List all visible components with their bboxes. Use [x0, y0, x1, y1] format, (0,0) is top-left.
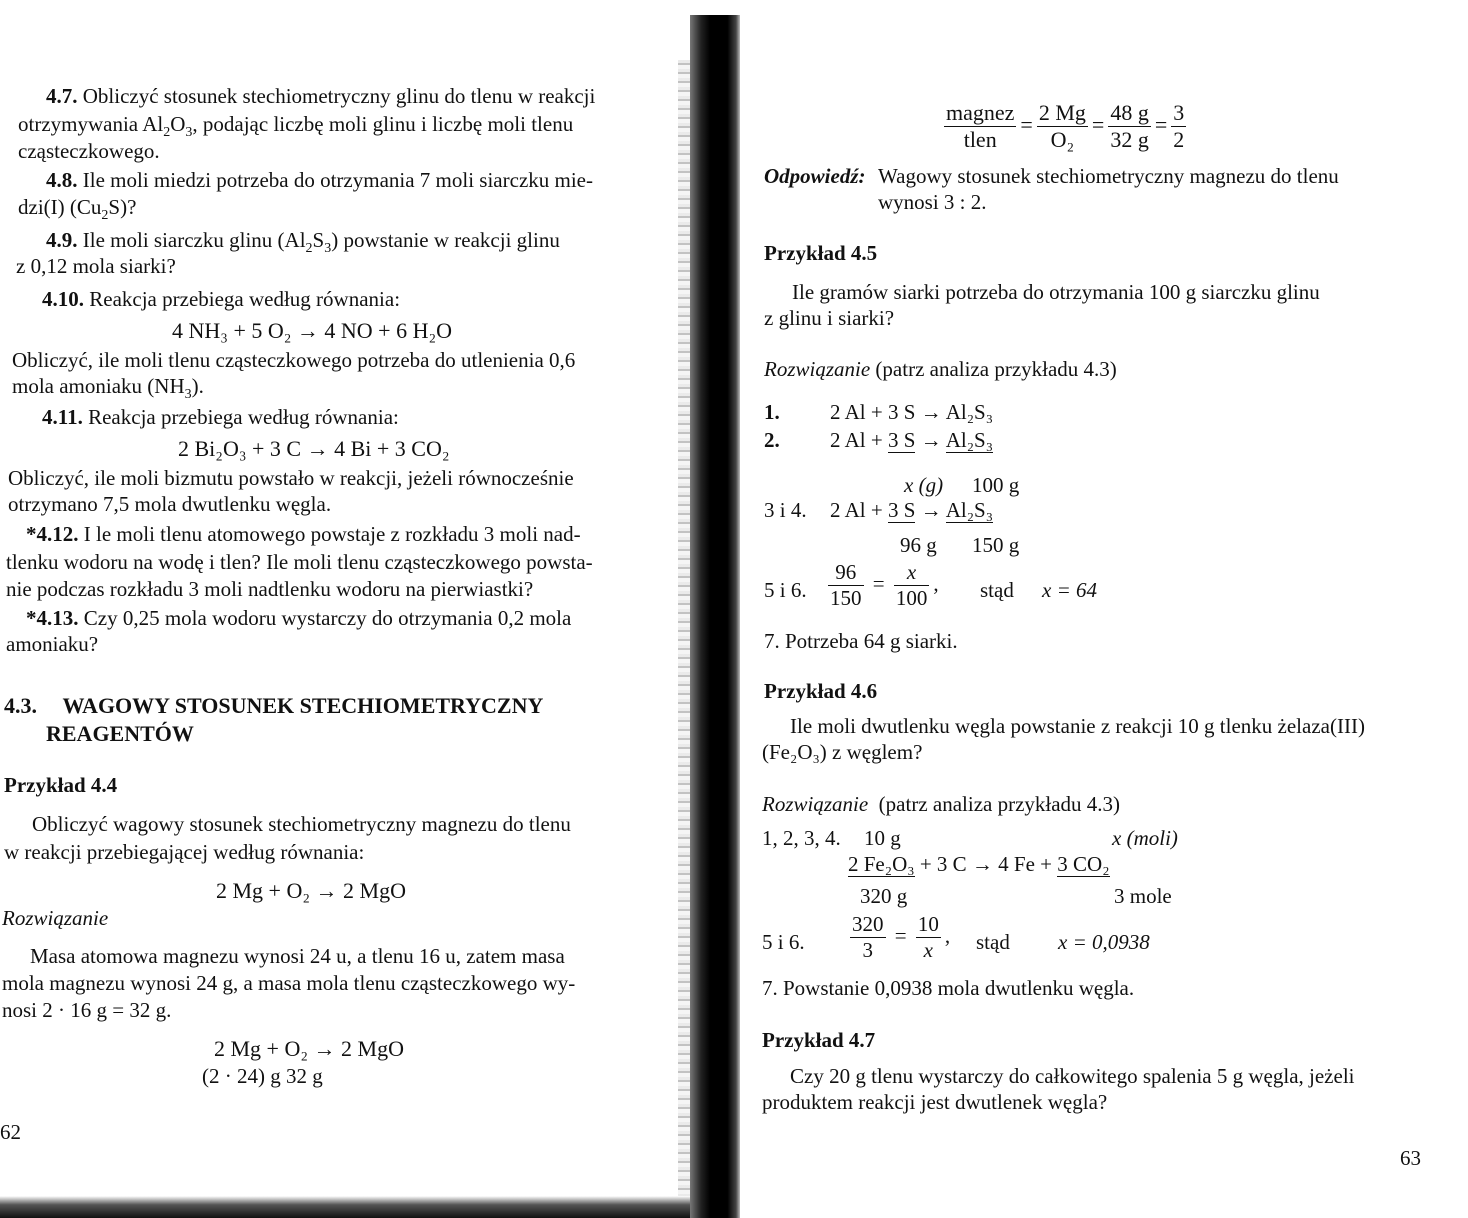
- quantity-label: 150 g: [972, 533, 1020, 557]
- problem-text: Obliczyć stosunek stechiometryczny glinu do tlenu w reakcji: [82, 84, 596, 108]
- problem-text: Obliczyć, ile moli bizmutu powstało w reakcji, jeżeli równocześnie: [8, 466, 574, 490]
- fraction-denominator: 32 g: [1110, 127, 1149, 153]
- equation-part: Al₂S₃: [945, 498, 994, 522]
- problem-number: 4.10.: [42, 287, 84, 311]
- example-text: (Fe₂O₃) z węglem?: [762, 740, 923, 764]
- step-number: 3 i 4.: [764, 498, 807, 522]
- problem-text: otrzymywania Al: [18, 112, 164, 136]
- solution-text: mola magnezu wynosi 24 g, a masa mola tlenu cząsteczkowego wy-: [2, 971, 576, 995]
- equation-part: →: [915, 428, 946, 452]
- quantity-label: x (g): [904, 473, 944, 497]
- solution-label: Rozwiązanie: [762, 792, 869, 816]
- left-page: 4.7. Obliczyć stosunek stechiometryczny glinu do tlenu w reakcji otrzymywania $Al_2O_3$, podając liczbę moli glinu i liczbę moli tlenu cząsteczkowego. 4.8. Ile moli miedzi potrzeba do otrzymania 7 moli siarczku mie- dzi(I) $(Cu_2S)$? 4.9. Ile moli siarczku glinu $(Al_2S_3)$ powstanie w reakcji glinu z 0,12 mola siarki? 4.10. Reakcja przebiega według równania: 4 NH₃ + 5 O₂ → 4 NO + 6 H₂O Obliczyć, ile moli tlenu cząsteczkowego potrzeba do utlenienia 0,6 mola amoniaku $(NH_3)$. 4.11. Reakcja przebiega według równania: 2 Bi₂O₃ + 3 C → 4 Bi + 3 CO₂ Obliczyć, ile moli bizmutu powstało w reakcji, jeżeli równocześnie otrzymano 7,5 mola dwutlenku węgla. *4.12. I le moli tlenu atomowego powstaje z rozkładu 3 moli nad- tlenku wodoru na wodę i tlen? Ile moli tlenu cząsteczkowego powsta- nie podczas rozkładu 3 moli nadtlenku wodoru na pierwiastki? *4.13. Czy 0,25 mola wodoru wystarczy do otrzymania 0,2 mola amoniaku? 4.3. WAGOWY STOSUNEK STECHIOMETRYCZNY REAGENTÓW Przykład 4.4 Obliczyć wagowy stosunek stechiometryczny magnezu do tlenu w reakcji przebiegającej według równania: 2 Mg + O₂ → 2 MgO Rozwiązanie Masa atomowa magnezu wynosi 24 u, a tlenu 16 u, zatem masa mola magnezu wynosi 24 g, a masa mola tlenu cząsteczkowego wy- nosi 2 · 16 g = 32 g. 2 Mg + O₂ → 2 MgO (2 · 24) g 32 g 62: [0, 84, 596, 1144]
- quantity-label: 320 g: [860, 884, 908, 908]
- fraction-numerator: 2 Mg: [1038, 100, 1086, 125]
- problem-text: Reakcja przebiega według równania:: [88, 405, 399, 429]
- step-number: 5 i 6.: [762, 930, 805, 954]
- problem-text: S)?: [108, 195, 137, 219]
- example-title: Przykład 4.7: [762, 1028, 876, 1052]
- problem-text: Ile moli miedzi potrzeba do otrzymania 7 moli siarczku mie-: [82, 168, 593, 192]
- problem-text: z 0,12 mola siarki?: [16, 254, 176, 278]
- answer-label: Odpowiedź:: [764, 164, 866, 188]
- step-number: 2.: [764, 428, 780, 452]
- fraction-numerator: x: [906, 560, 917, 584]
- step-text: 7. Potrzeba 64 g siarki.: [764, 629, 958, 653]
- example-title: Przykład 4.4: [4, 773, 118, 797]
- problem-text: , podając liczbę moli glinu i liczbę moli tlenu: [192, 112, 574, 136]
- section-title: WAGOWY STOSUNEK STECHIOMETRYCZNY: [62, 693, 544, 718]
- molar-masses: (2 · 24) g 32 g: [202, 1064, 323, 1088]
- problem-text: cząsteczkowego.: [18, 139, 160, 163]
- answer-text: wynosi 3 : 2.: [878, 190, 987, 214]
- fraction-denominator: tlen: [944, 126, 1016, 153]
- problem-text: amoniaku?: [6, 632, 99, 656]
- example-text: w reakcji przebiegającej według równania:: [4, 840, 365, 864]
- problem-text: I le moli tlenu atomowego powstaje z rozkładu 3 moli nad-: [83, 522, 581, 546]
- step-equation: [830, 400, 993, 425]
- equation-part: 2 Al +: [830, 400, 888, 424]
- quantity-label: 100 g: [972, 473, 1020, 497]
- equation-part: 2 Al +: [830, 428, 888, 452]
- problem-number: *4.12.: [26, 522, 79, 546]
- proportion-equation: $\frac{320}{3}$ = $\frac{10}{x}$ ,: [852, 912, 951, 963]
- result-value: x = 64: [1042, 578, 1097, 602]
- proportion-equation: $\frac{96}{150}$ = $\frac{x}{100}$ ,: [830, 560, 939, 611]
- fraction-numerator: 10: [917, 912, 939, 936]
- problem-text: Czy 0,25 mola wodoru wystarczy do otrzymania 0,2 mola: [83, 606, 572, 630]
- example-text: Obliczyć wagowy stosunek stechiometryczny magnezu do tlenu: [32, 812, 571, 836]
- fraction-denominator: 100: [895, 586, 928, 611]
- problem-number: 4.7.: [46, 84, 78, 108]
- equation-part: 2 Fe₂O₃: [848, 852, 915, 876]
- step-number: 5 i 6.: [764, 578, 807, 602]
- solution-note: (patrz analiza przykładu 4.3): [878, 792, 1121, 816]
- answer-text: Wagowy stosunek stechiometryczny magnezu do tlenu: [878, 164, 1339, 188]
- equation-part: 3 S: [887, 400, 916, 424]
- fraction-denominator: x: [916, 937, 941, 963]
- problem-text: ).: [191, 374, 204, 398]
- solution-text: nosi 2 · 16 g = 32 g.: [2, 998, 172, 1022]
- reaction-equation: 2 Mg + O₂ → 2 MgO: [214, 1036, 404, 1061]
- quantity-label: 3 mole: [1114, 884, 1172, 908]
- solution-label: Rozwiązanie: [2, 906, 109, 930]
- step-number: 1.: [764, 400, 780, 424]
- fraction-denominator: 3: [850, 937, 886, 963]
- solution-text: Masa atomowa magnezu wynosi 24 u, a tlenu 16 u, zatem masa: [30, 944, 565, 968]
- fraction-denominator: O₂: [1037, 126, 1088, 153]
- problem-text: ) powstanie w reakcji glinu: [331, 228, 560, 252]
- step-equation: [848, 852, 1110, 877]
- result-value: x = 0,0938: [1058, 930, 1150, 954]
- fraction-numerator: 96: [835, 560, 857, 584]
- solution-note: (patrz analiza przykładu 4.3): [875, 357, 1117, 381]
- example-text: produktem reakcji jest dwutlenek węgla?: [762, 1090, 1108, 1114]
- problem-number: 4.11.: [42, 405, 83, 429]
- step-number: 1, 2, 3, 4.: [762, 826, 841, 850]
- mass-ratio-equation: $\frac{\text{magnez}}{\text{tlen}}$ = $\frac{2 Mg}{\text{O₂}}$ = $\frac{48 g}{32 g}$ = $\frac{3}{2}$: [946, 100, 1185, 153]
- equation-part: 2 Al +: [830, 498, 888, 522]
- example-title: Przykład 4.6: [764, 679, 878, 703]
- equation-part: Al₂S₃: [945, 400, 994, 424]
- quantity-label: x (moli): [1112, 826, 1178, 850]
- quantity-label: 96 g: [900, 533, 937, 557]
- fraction-denominator: 150: [830, 586, 862, 611]
- problem-number: *4.13.: [26, 606, 79, 630]
- step-equation: [830, 428, 993, 453]
- reaction-equation: 2 Mg + O₂ → 2 MgO: [216, 878, 406, 903]
- equation-part: Al₂S₃: [945, 428, 994, 452]
- problem-text: dzi(I) (Cu: [18, 195, 102, 219]
- example-text: Ile moli dwutlenku węgla powstanie z reakcji 10 g tlenku żelaza(III): [790, 714, 1365, 738]
- fraction-numerator: 320: [852, 912, 884, 936]
- section-title: REAGENTÓW: [46, 721, 194, 746]
- fraction-numerator: magnez: [946, 100, 1015, 125]
- step-row: [764, 428, 780, 453]
- example-title: Przykład 4.5: [764, 241, 878, 265]
- problem-text: nie podczas rozkładu 3 moli nadtlenku wodoru na pierwiastki?: [6, 577, 534, 601]
- equation-part: 3 S: [887, 498, 916, 522]
- reaction-equation: 2 Bi₂O₃ + 3 C → 4 Bi + 3 CO₂: [178, 436, 450, 461]
- fraction-numerator: 48 g: [1110, 100, 1149, 125]
- problem-text: otrzymano 7,5 mola dwutlenku węgla.: [8, 492, 332, 516]
- section-number: 4.3.: [4, 693, 37, 718]
- equation-part: →: [915, 498, 946, 522]
- page-number: 62: [0, 1120, 21, 1144]
- problem-number: 4.9.: [46, 228, 78, 252]
- fraction-numerator: 3: [1173, 100, 1185, 125]
- right-page: [700, 0, 1468, 1218]
- page-number: 63: [1400, 1146, 1421, 1170]
- problem-text: Reakcja przebiega według równania:: [89, 287, 401, 311]
- problem-text: tlenku wodoru na wodę i tlen? Ile moli tlenu cząsteczkowego powsta-: [6, 550, 593, 574]
- equation-part: + 3 C → 4 Fe +: [914, 852, 1058, 876]
- problem-number: 4.8.: [46, 168, 78, 192]
- step-equation: [830, 498, 993, 523]
- example-text: z glinu i siarki?: [764, 306, 895, 330]
- problem-text: Obliczyć, ile moli tlenu cząsteczkowego potrzeba do utlenienia 0,6: [12, 348, 576, 372]
- reaction-equation: 4 NH₃ + 5 O₂ → 4 NO + 6 H₂O: [172, 318, 453, 343]
- result-connector: stąd: [980, 578, 1014, 602]
- quantity-label: 10 g: [864, 826, 901, 850]
- solution-label: Rozwiązanie: [764, 357, 871, 381]
- problem-text: Ile moli siarczku glinu (Al: [82, 228, 306, 252]
- equation-part: 3 S: [887, 428, 916, 452]
- fraction-denominator: 2: [1173, 127, 1185, 153]
- equation-part: →: [915, 400, 946, 424]
- example-text: Czy 20 g tlenu wystarczy do całkowitego spalenia 5 g węgla, jeżeli: [790, 1064, 1355, 1088]
- example-text: Ile gramów siarki potrzeba do otrzymania 100 g siarczku glinu: [792, 280, 1320, 304]
- equation-part: 3 CO₂: [1057, 852, 1110, 876]
- step-row: [764, 400, 780, 425]
- step-text: 7. Powstanie 0,0938 mola dwutlenku węgla.: [762, 976, 1135, 1000]
- problem-text: mola amoniaku (NH: [12, 374, 185, 398]
- result-connector: stąd: [976, 930, 1010, 954]
